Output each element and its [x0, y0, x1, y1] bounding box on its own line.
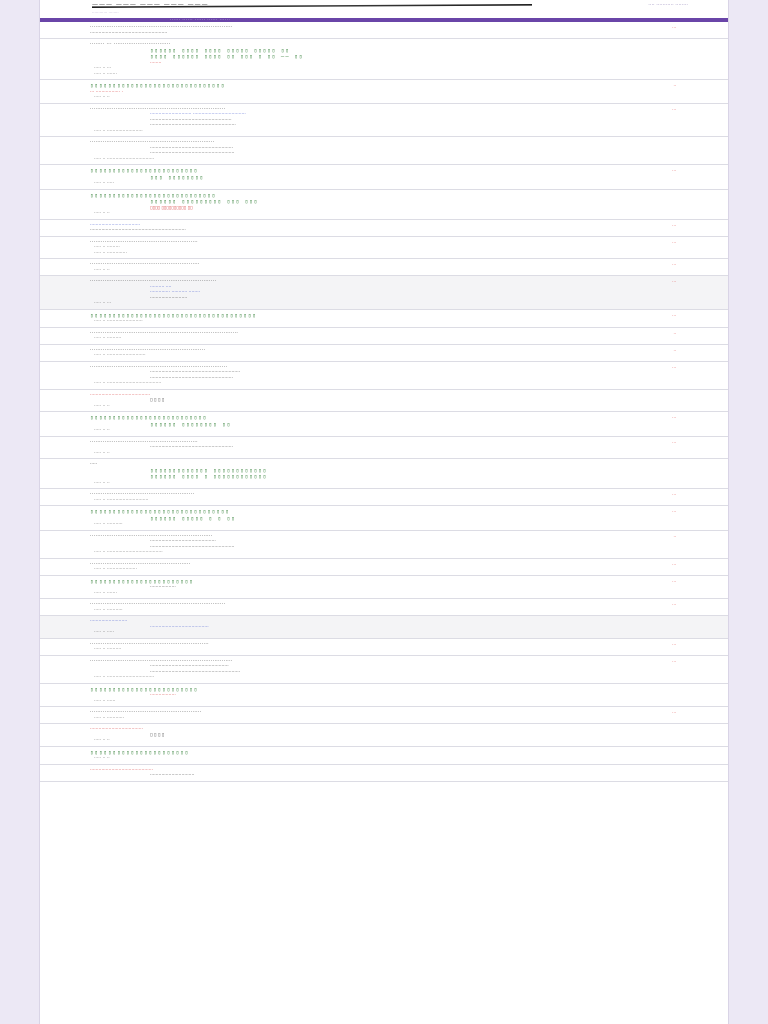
list-item[interactable] [40, 506, 728, 531]
post-tag[interactable]: ·· [673, 533, 676, 539]
list-item[interactable] [40, 362, 728, 390]
post-meta: ····· ·· ······································ [94, 381, 162, 386]
list-item[interactable] [40, 39, 728, 80]
post-tag[interactable]: ··· [672, 710, 676, 715]
post-tag[interactable]: ·· [673, 83, 676, 88]
post-tag[interactable]: ··· [672, 578, 676, 584]
post-tag[interactable]: ··· [672, 439, 676, 445]
post-text: ··········································································· [90, 364, 228, 370]
post-tag[interactable]: ··· [672, 641, 676, 647]
post-text[interactable]: ·············· ··········· ········ [150, 290, 201, 295]
list-item[interactable] [40, 707, 728, 724]
post-meta: ····· ·· ····························· [94, 497, 149, 503]
post-text: ▯▯▯▯▯▯▯▯▯▯▯▯▯▯▯▯▯▯▯▯▯▯▯▯ [90, 168, 199, 174]
post-meta: ····· ·· ·· [94, 450, 110, 456]
page-subtitle: ············ ········ [92, 10, 119, 15]
post-text: ▯▯▯▯▯▯▯▯▯▯▯▯▯▯▯▯▯▯▯▯▯▯▯▯▯▯▯▯ [90, 192, 217, 199]
list-item[interactable] [40, 412, 728, 437]
post-meta: ····· ·· ·· [94, 756, 110, 761]
list-item[interactable] [40, 639, 728, 656]
list-item[interactable] [40, 747, 728, 765]
post-text: ····································································· [90, 279, 217, 284]
post-text: ·························································· [150, 375, 233, 381]
post-tag[interactable]: ··· [672, 561, 676, 567]
list-item[interactable] [40, 616, 728, 639]
post-text: ························································· [150, 117, 232, 123]
post-text: ▯▯▯▯▯▯▯▯▯▯▯▯▯▯▯▯▯▯▯▯▯▯ [90, 749, 190, 756]
post-text: ▯ ▯ ▯ ▯ [150, 398, 165, 403]
post-tag[interactable]: ··· [672, 658, 676, 664]
post-text: ····························································· [90, 710, 202, 715]
post-text: ··································································· [90, 533, 213, 539]
list-item[interactable] [40, 22, 728, 39]
post-text: ▯▯▯▯▯▯ ▯▯▯▯ ▯ ▯▯▯▯▯▯▯▯▯▯▯▯ [150, 474, 268, 480]
post-meta: ····· ·· ····· [94, 181, 115, 186]
post-text: ·············································· [150, 539, 216, 544]
post-text: ·················· [150, 693, 176, 698]
post-text: ··· ················· · [90, 89, 123, 95]
post-text: ▯▯▯▯▯▯ ▯▯▯▯ ▯▯▯▯ ▯▯▯▯▯ ▯▯▯▯▯ ▯▯ [150, 47, 290, 54]
list-item[interactable] [40, 328, 728, 345]
post-meta: ····· ·· ····················· [94, 567, 137, 572]
post-meta: ····· ·· ··········· [94, 522, 123, 527]
post-text: ······················································· [90, 561, 191, 567]
post-meta: ····· ·· ··········· [94, 607, 123, 613]
post-text: ▯▯▯ ▯▯▯▯▯▯▯▯ [150, 174, 205, 181]
post-meta: ····· ·· ······· [94, 71, 117, 77]
post-text: ·········································································· [90, 602, 226, 607]
post-meta: ····· ·· ······ [94, 698, 116, 704]
post-text: ▯▯▯▯▯▯ ▯▯▯▯▯▯▯▯▯ ▯▯▯ ▯▯▯ [150, 199, 259, 205]
post-tag[interactable]: ··· [672, 262, 676, 267]
post-meta: ····· ·· ·········· [94, 647, 122, 652]
post-text[interactable]: ·········· ···· [150, 284, 172, 290]
list-item[interactable] [40, 137, 728, 165]
post-text[interactable]: ·························· [90, 619, 128, 624]
post-meta: ····· ·· ································· [94, 156, 155, 162]
post-text: ··································································· [90, 228, 186, 233]
post-meta: ····· ·· ·· [94, 403, 110, 409]
list-item[interactable] [40, 576, 728, 600]
post-text: ······························································· [150, 370, 241, 375]
post-text: ···························································· [150, 123, 236, 128]
post-text: ······················································ [90, 30, 168, 36]
list-item[interactable] [40, 310, 728, 328]
list-item[interactable] [40, 390, 728, 413]
post-text: ··························································· [150, 151, 235, 156]
post-meta: ····· ·· ··························· [94, 353, 146, 358]
post-tag[interactable]: ··· [672, 415, 676, 420]
post-text: ···································································· [90, 140, 215, 145]
post-text: ·············································································· [90, 658, 233, 664]
post-text: ················································································· [90, 330, 239, 336]
post-text: ········ [150, 60, 162, 66]
list-item[interactable] [40, 489, 728, 506]
post-meta: ····· ·· ·· [94, 480, 110, 486]
breadcrumb[interactable]: ···· ··········· ········ [648, 2, 688, 8]
post-meta: ····· ·· ····· [94, 630, 115, 635]
list-item[interactable] [40, 765, 728, 782]
post-meta: ····· ·· ························· [94, 319, 143, 324]
list-item[interactable] [40, 165, 728, 190]
post-meta: ····· ·· ············ [94, 715, 125, 721]
post-text: ························································· [90, 492, 195, 497]
post-text: ▯▯▯▯ ▯▯▯▯▯▯▯▯▯▯ ▯▯ [150, 205, 193, 211]
post-meta: ····· ·· ··· [94, 301, 112, 306]
post-meta: ····· ·· ·············· [94, 250, 127, 256]
post-tag[interactable]: ··· [672, 509, 676, 514]
post-text: ··························································· [90, 439, 198, 445]
post-meta: ····· ·· ·· [94, 267, 110, 273]
list-item[interactable] [40, 80, 728, 104]
post-text[interactable]: ····························· ····································· [150, 112, 246, 117]
post-meta: ····· ·· ······· [94, 590, 117, 596]
post-tag[interactable]: ··· [672, 168, 676, 173]
post-text: ·························································· [150, 445, 233, 450]
post-text: ▯▯▯▯ ▯▯▯▯▯▯ ▯▯▯▯ ▯▯ ▯▯▯ ▯ ▯▯ —— ▯▯ [150, 54, 304, 60]
post-text: ·········································································· [90, 106, 226, 112]
post-text: ▯▯▯▯▯▯▯▯▯▯▯▯▯▯▯▯▯▯▯▯▯▯▯▯ [90, 686, 199, 693]
post-text: ································································· [90, 641, 209, 647]
list-item[interactable] [40, 684, 728, 708]
post-meta: ····· ·· ·· [94, 428, 110, 433]
post-meta: ····· ·· ·· [94, 95, 110, 100]
post-text: ·········································· [90, 392, 151, 398]
post-tag[interactable]: ··· [672, 492, 676, 497]
list-item[interactable] [40, 190, 728, 220]
post-text: ······························································· [150, 669, 241, 675]
list-item[interactable] [40, 345, 728, 362]
post-text: ·························· [150, 295, 188, 301]
list-item[interactable] [40, 531, 728, 559]
list-item[interactable] [40, 599, 728, 616]
post-meta: ····· ·· ······································· [94, 550, 163, 555]
list-item[interactable] [40, 104, 728, 138]
post-feed [40, 22, 728, 782]
post-text: ▯▯▯▯▯▯▯▯▯▯▯▯▯ ▯▯▯▯▯▯▯▯▯▯▯▯ [150, 467, 268, 474]
post-meta: ····· ·· ··· [94, 66, 112, 71]
list-item[interactable] [40, 559, 728, 576]
post-text[interactable]: ········································· [150, 624, 209, 630]
post-tag[interactable]: ··· [672, 239, 676, 245]
post-meta: ····· ·· ·········· [94, 336, 122, 341]
post-text: ▯▯▯▯▯▯▯▯▯▯▯▯▯▯▯▯▯▯▯▯▯▯▯▯▯▯▯▯▯▯▯▯▯▯▯▯▯ [90, 312, 257, 319]
post-tag[interactable]: ·· [673, 347, 676, 353]
post-tag[interactable]: ··· [672, 222, 676, 228]
post-text: ▯▯▯▯▯▯▯▯▯▯▯▯▯▯▯▯▯▯▯▯▯▯▯▯▯▯ [90, 415, 208, 421]
post-text: ·················· [150, 585, 176, 590]
page-sheet [40, 0, 728, 1024]
post-text: ··························································· [90, 239, 198, 245]
post-tag[interactable]: ··· [672, 279, 676, 284]
list-item[interactable] [40, 276, 728, 310]
post-text: ▯▯▯▯▯▯▯▯▯▯▯▯▯▯▯▯▯▯▯▯▯▯▯▯▯▯▯▯▯▯ [90, 83, 226, 89]
post-text: ······················································· [150, 664, 229, 669]
post-text: ▯▯▯▯▯▯ ▯▯▯▯▯ ▯ ▯ ▯▯ [150, 515, 236, 522]
list-item[interactable] [40, 220, 728, 237]
page-title: ——— ——— ——— ——— ——— [92, 1, 209, 8]
post-text: ▯▯▯▯▯▯▯▯▯▯▯▯▯▯▯▯▯▯▯▯▯▯▯▯▯▯▯▯▯▯▯ [90, 509, 230, 515]
post-meta: ····· ·· ········· [94, 245, 120, 250]
post-meta: ····· ·· ·· [94, 738, 110, 743]
post-tag[interactable]: ··· [672, 25, 676, 30]
post-text: ▯ ▯ ▯ ▯ [150, 732, 165, 738]
post-text: ▯▯▯▯▯▯ ▯▯▯▯▯▯▯▯ ▯▯ [150, 421, 232, 428]
header [40, 0, 728, 18]
post-text: ····································· [90, 727, 143, 732]
post-text: ··························································· [150, 544, 235, 550]
post-text: ······························································· [90, 347, 206, 353]
post-text: ········ ··· ······························· [90, 42, 171, 47]
post-text: ·························································· [150, 145, 233, 151]
list-item[interactable] [40, 237, 728, 260]
list-item[interactable] [40, 259, 728, 276]
post-meta: ····· ·· ························· [94, 128, 143, 134]
list-item[interactable] [40, 656, 728, 684]
list-item[interactable] [40, 724, 728, 747]
post-text: ······························· [150, 773, 195, 778]
post-tag[interactable]: ··· [672, 364, 676, 370]
post-meta: ····· ·· ································· [94, 675, 155, 680]
post-text[interactable]: ··································· [90, 222, 141, 228]
post-tag[interactable]: ·· [673, 330, 676, 336]
post-text: ·············································································· [90, 25, 233, 30]
list-item[interactable] [40, 459, 728, 489]
post-text: ····· [90, 462, 98, 467]
nav-links[interactable]: ······ ······ ······ ······ ······ [170, 17, 231, 22]
post-tag[interactable]: ··· [672, 312, 676, 318]
list-item[interactable] [40, 437, 728, 460]
post-meta: ····· ·· ·· [94, 211, 110, 216]
post-tag[interactable]: ··· [672, 602, 676, 607]
post-text: ▯▯▯▯▯▯▯▯▯▯▯▯▯▯▯▯▯▯▯▯▯▯▯ [90, 578, 194, 585]
post-tag[interactable]: ··· [672, 106, 676, 112]
post-text: ············································ [90, 767, 153, 773]
post-text: ···························································· [90, 262, 200, 267]
